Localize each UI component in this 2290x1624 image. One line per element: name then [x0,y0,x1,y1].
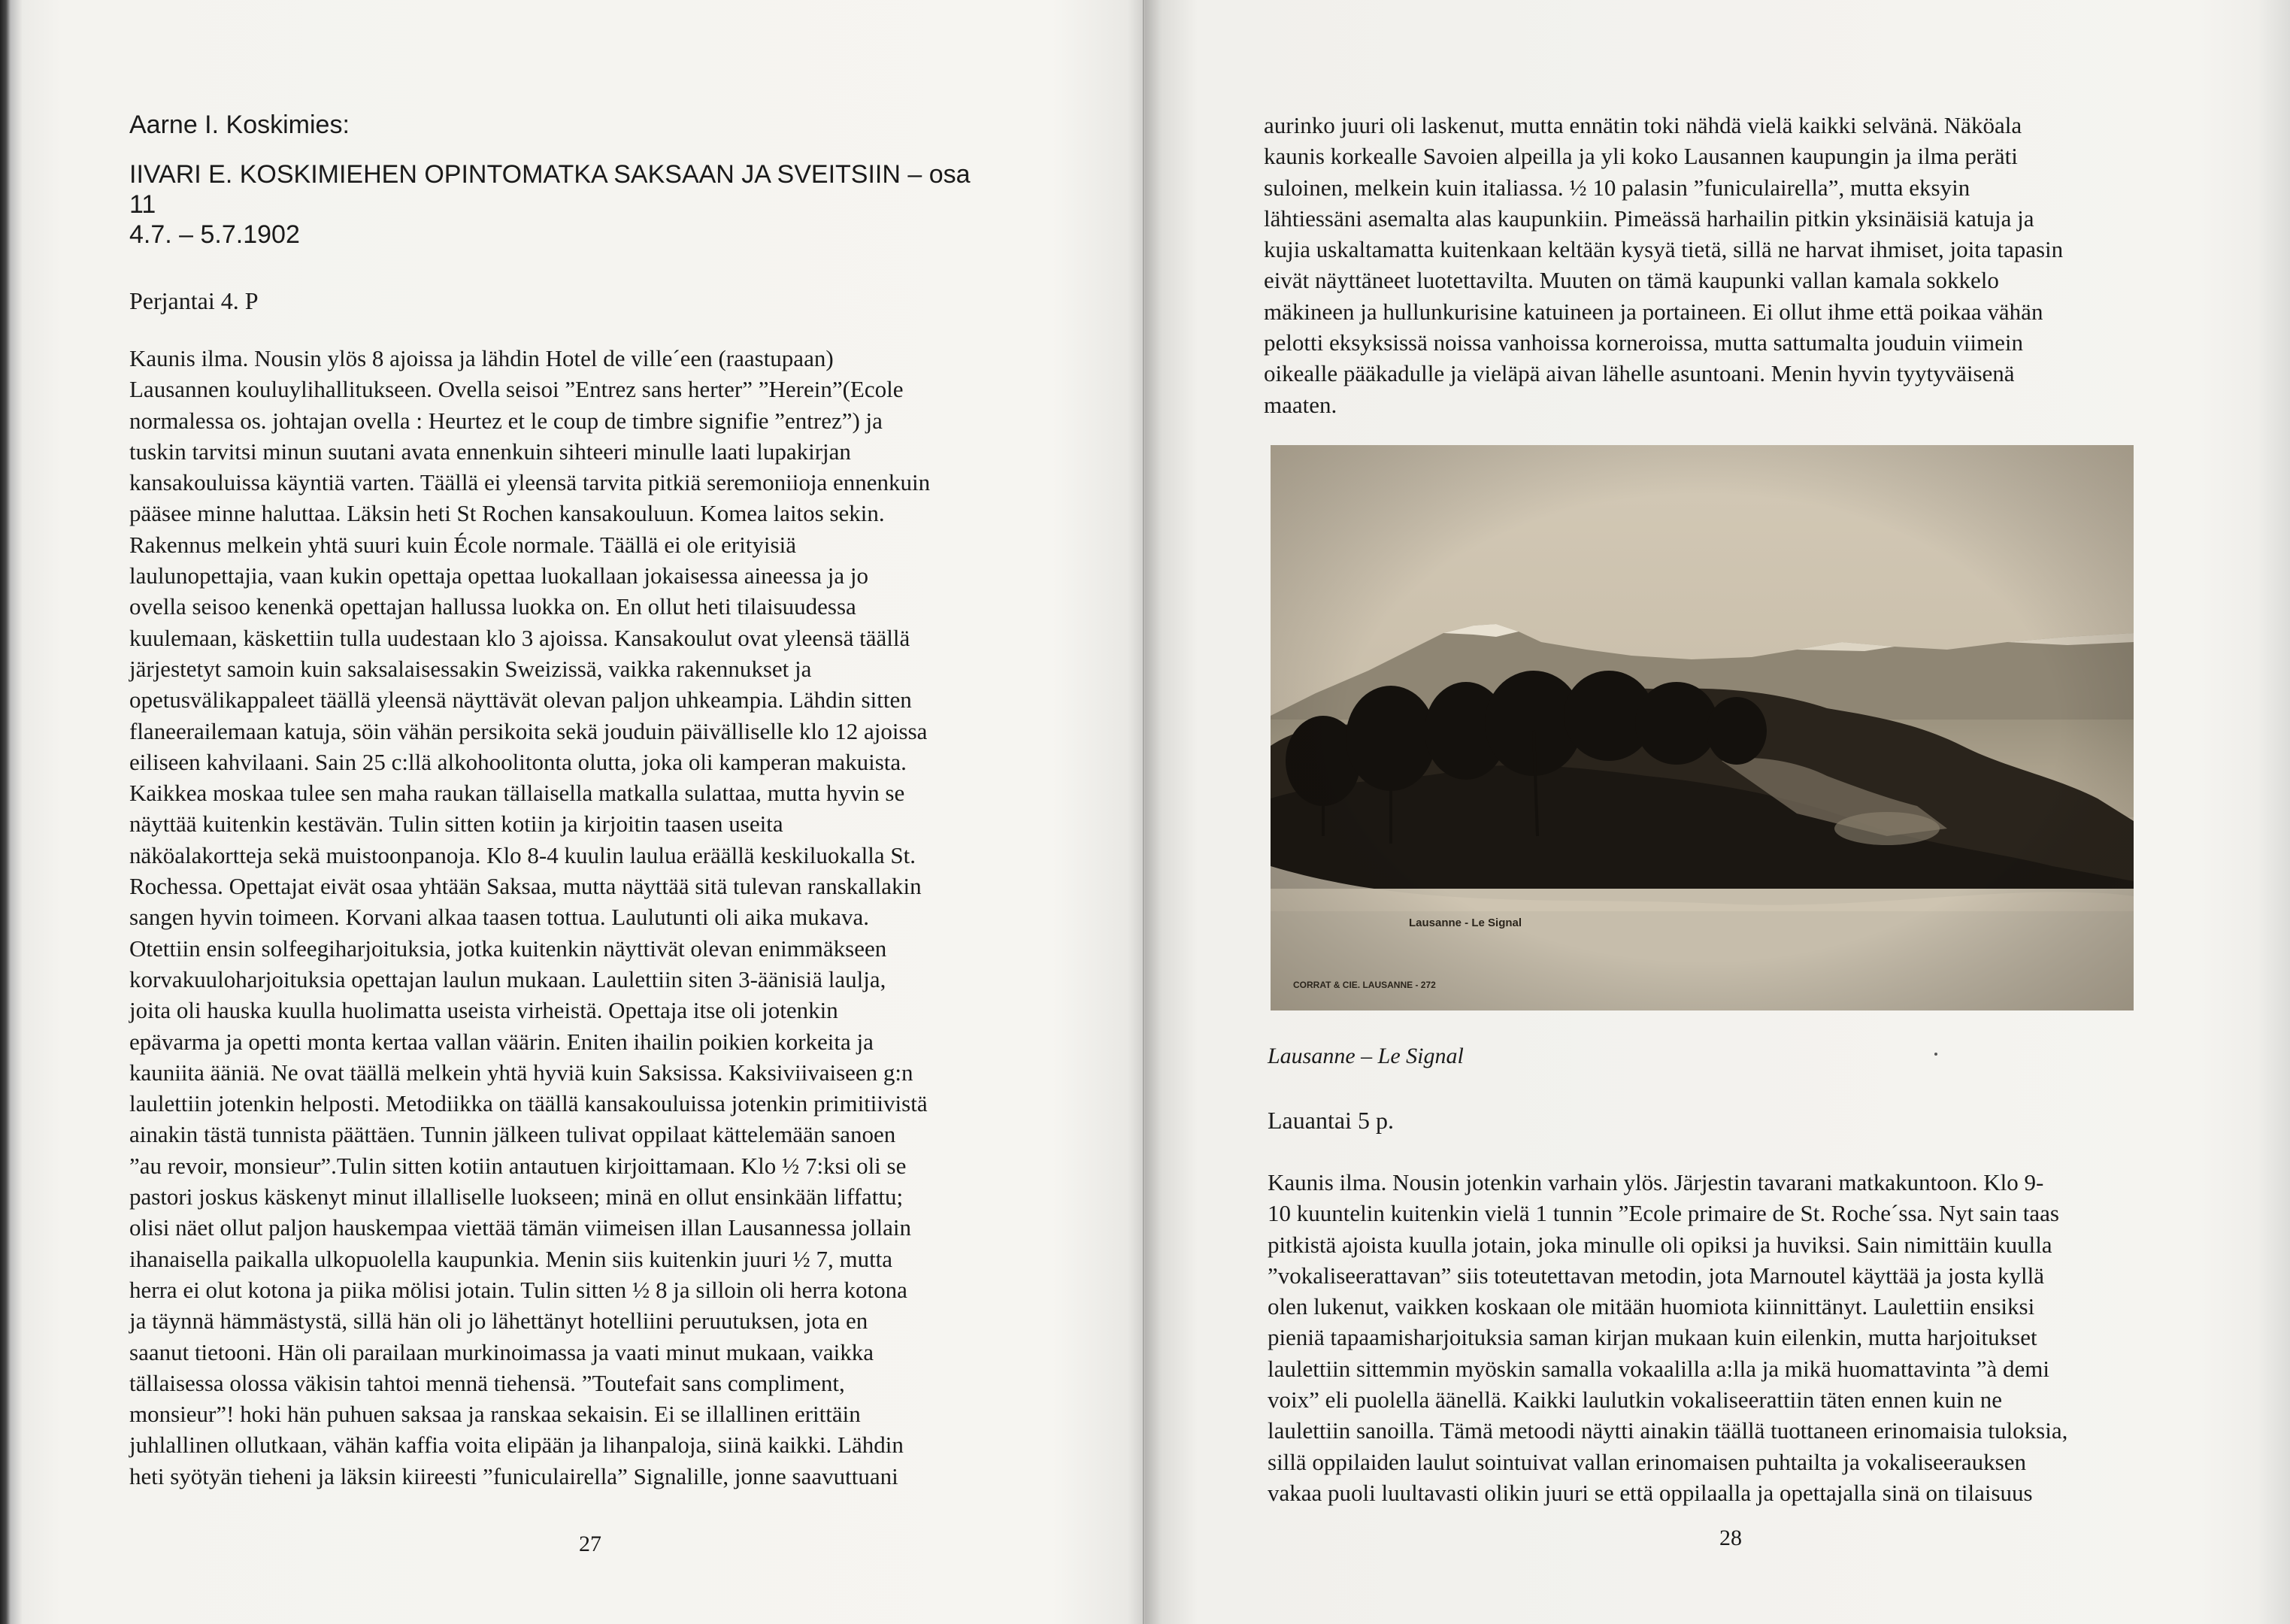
text-line: monsieur”! hoki hän puhuen saksaa ja ranskaa sekaisin. Ei se illallinen erittäin [129,1401,861,1428]
text-line: näköalakortteja sekä muistoonpanoja. Klo 8-4 kuulin laulua eräällä keskiluokalla St. [129,841,916,868]
text-line: pitkistä ajoista kuulla jotain, joka minulle oli opiksi ja huviksi. Sain nimittäin kuulla [1268,1231,2052,1258]
text-line: ainakin tästä tunnista päättäen. Tunnin jälkeen tulivat oppilaat kättelemään sanoen [129,1121,896,1148]
text-line: joita oli hauska kuulla huolimatta useista virheistä. Opettaja itse oli jotenkin [129,997,838,1024]
text-line: pieniä tapaamisharjoituksia saman kirjan mukaan kuin eilenkin, mutta harjoitukset [1268,1324,2037,1351]
text-line: lähtiessäni asemalta alas kaupunkiin. Pimeässä harhailin pitkin yksinäisiä katuja ja [1264,205,2034,232]
text-line: saanut tietooni. Hän oli parailaan murkinoimassa ja vaati minut mukaan, vaikka [129,1338,874,1365]
text-line: pelotti eksyksissä noissa vanhoissa korneroissa, mutta sattumalta jouduin viimein [1264,329,2023,356]
text-line: Kaikkea moskaa tulee sen maha raukan tällaisella matkalla sulattaa, mutta hyvin se [129,780,905,807]
text-line: Lausannen kouluylihallitukseen. Ovella seisoi ”Entrez sans herter” ”Herein”(Ecole [129,376,904,403]
text-line: tuskin tarvitsi minun suutani avata ennenkuin sihteeri minulle laati lupakirjan [129,438,851,465]
print-speck [1934,1053,1937,1056]
text-line: Rochessa. Opettajat eivät osaa yhtään Saksaa, mutta näyttää sitä tulevan ranskallakin [129,873,922,900]
text-line: juhlallinen ollutkaan, vähän kaffia voita elipään ja lihanpaloja, siinä kaikki. Lähdin [129,1432,904,1459]
title-date-range: 4.7. – 5.7.1902 [129,220,300,249]
right-top-text [1264,110,2264,420]
photo-caption: Lausanne – Le Signal [1268,1044,1464,1068]
text-line: mäkineen ja hullunkurisine katuineen ja portaineen. Ei ollut ihme että poikaa vähän [1264,298,2043,325]
text-line: pääsee minne haluttaa. Läksin heti St Rochen kansakouluun. Komea laitos sekin. [129,500,885,527]
text-line: kauniita ääniä. Ne ovat täällä melkein yhtä hyviä kuin Saksissa. Kaksiviivaiseen g:n [129,1059,913,1086]
text-line: kaunis korkealle Savoien alpeilla ja yli koko Lausannen kaupungin ja ilma peräti [1264,143,2018,170]
author-name: Aarne I. Koskimies: [129,111,350,139]
text-line: näyttää kuitenkin kestävän. Tulin sitten kotiin ja kirjoitin taasen useita [129,810,783,838]
text-line: ja täynnä hämmästystä, sillä hän oli jo lähettänyt hotelliini peruutuksen, jota en [129,1307,868,1335]
left-body-text [129,343,1092,1492]
text-line: Otettiin ensin solfeegiharjoituksia, jotka kuitenkin näyttivät olevan enimmäkseen [129,935,887,962]
publisher-mark: CORRAT & CIE. LAUSANNE - 272 [1293,980,1436,990]
right-body-text [1268,1167,2267,1508]
text-line: Kaunis ilma. Nousin jotenkin varhain ylös. Järjestin tavarani matkakuntoon. Klo 9- [1268,1169,2044,1195]
text-line: sillä oppilaiden laulut sointuivat vallan erinomaisen puhtailta ja vokaliseerauksen [1268,1448,2026,1475]
text-line: Rakennus melkein yhtä suuri kuin École normale. Täällä ei ole erityisiä [129,531,796,558]
text-line: heti syötyän tieheni ja läksin kiireesti ”funiculairella” Signalille, jonne saavuttuani [129,1462,898,1489]
text-line: voix” eli puolella äänellä. Kaikki laulutkin vokaliseerattiin täten ennen kuin ne [1268,1386,2003,1413]
title-line: 11 [129,190,156,219]
title-line: IIVARI E. KOSKIMIEHEN OPINTOMATKA SAKSAAN JA SVEITSIIN – osa [129,160,971,189]
text-line: aurinko juuri oli laskenut, mutta ennätin toki nähdä vielä kaikki selvänä. Näköala [1264,112,2022,138]
article-title [129,159,1054,250]
text-line: laulettiin jotenkin helposti. Metodiikka on täällä kansakouluissa jotenkin primitiivistä [129,1090,928,1117]
page-number-left: 27 [579,1532,601,1556]
text-line: kansakouluissa käyntiä varten. Täällä ei yleensä tarvita pitkiä seremoniioja ennenkuin [129,469,931,496]
text-line: flaneerailemaan katuja, söin vähän persikoita sekä jouduin päivälliselle klo 12 ajoissa [129,717,928,744]
text-line: kuulemaan, käskettiin tulla uudestaan klo 3 ajoissa. Kansakoulut ovat yleensä täällä [129,624,910,651]
text-line: Kaunis ilma. Nousin ylös 8 ajoissa ja lähdin Hotel de ville´een (raastupaan) [129,345,834,371]
text-line: laulunopettajia, vaan kukin opettaja opettaa luokallaan jokaisessa aineessa ja jo [129,562,869,589]
text-line: laulettiin sanoilla. Tämä metoodi näytti ainakin täällä tuottaneen erinomaisia tuloksia, [1268,1417,2068,1444]
text-line: kujia uskaltamatta kuitenkaan keltään kysyä tietä, sillä ne harvat ihmiset, joita tapasin [1264,236,2064,263]
text-line: ”vokaliseerattavan” siis toteutettavan metodin, jota Marnoutel käyttää ja josta kyllä [1268,1262,2044,1289]
text-line: epävarma ja opetti monta kertaa vallan väärin. Eniten ihailin poikien korkeita ja [129,1028,874,1055]
text-line: suloinen, melkein kuin italiassa. ½ 10 palasin ”funiculairella”, mutta eksyin [1264,174,1970,201]
text-line: oikealle pääkadulle ja vieläpä aivan lähelle asuntoani. Menin hyvin tyytyväisenä [1264,360,2015,387]
text-line: korvakuuloharjoituksia opettajan laulun mukaan. Laulettiin siten 3-äänisiä laulja, [129,965,886,992]
text-line: laulettiin sittemmin myöskin samalla vokaalilla a:lla ja mikä huomattavinta ”à demi [1268,1355,2049,1382]
text-line: opetusvälikappaleet täällä yleensä näyttävät olevan paljon uhkeampia. Lähdin sitten [129,686,912,714]
text-line: olisi näet ollut paljon hauskempaa viettää tämän viimeisen illan Lausannessa jollain [129,1214,911,1241]
text-line: 10 kuuntelin kuitenkin vielä 1 tunnin ”Ecole primaire de St. Roche´ssa. Nyt sain taas [1268,1200,2059,1227]
day-heading-saturday: Lauantai 5 p. [1268,1107,1394,1134]
page-number-right: 28 [1719,1526,1742,1550]
lausanne-landscape-image [1271,445,2134,1010]
text-line: ovella seisoo kenenkä opettajan hallussa luokka on. En ollut heti tilaisuudessa [129,593,856,620]
text-line: tällaisessa olossa väkisin tahtoi mennä tiehensä. ”Toutefait sans compliment, [129,1369,845,1396]
text-line: sangen hyvin toimeen. Korvani alkaa taasen tottua. Laulutunti oli aika mukava. [129,904,869,931]
text-line: järjestetyt samoin kuin saksalaisessakin Sweizissä, vaikka rakennukset ja [129,655,812,682]
text-line: eivät näyttäneet luotettavilta. Muuten on tämä kaupunki vallan kamala sokkelo [1264,267,1999,294]
postcard-label: Lausanne - Le Signal [1409,917,1522,929]
text-line: maaten. [1264,391,1337,418]
text-line: herra ei olut kotona ja piika mölisi jotain. Tulin sitten ½ 8 ja silloin oli herra kotona [129,1276,907,1303]
text-line: olen lukenut, vaikken koskaan ole mitään huomiota kiinnittänyt. Laulettiin ensiksi [1268,1293,2035,1320]
postcard-photo [1271,445,2134,1010]
text-line: ”au revoir, monsieur”.Tulin sitten kotiin antautuen kirjoittamaan. Klo ½ 7:ksi oli se [129,1152,907,1179]
text-line: vakaa puoli luultavasti olikin juuri se että oppilaalla ja opettajalla sinä on tilaisuus [1268,1479,2033,1506]
text-line: eiliseen kahvilaani. Sain 25 c:llä alkohoolitonta olutta, joka oli kamperan makuista. [129,748,907,775]
text-line: ihanaisella paikalla ulkopuolella kaupunkia. Menin siis kuitenkin juuri ½ 7, mutta [129,1245,893,1272]
text-line: normalessa os. johtajan ovella : Heurtez et le coup de timbre signifie ”entrez”) ja [129,407,883,434]
text-line: pastori joskus käskenyt minut illalliselle luokseen; minä en ollut ensinkään liffattu; [129,1183,904,1210]
day-heading-friday: Perjantai 4. P [129,287,259,314]
